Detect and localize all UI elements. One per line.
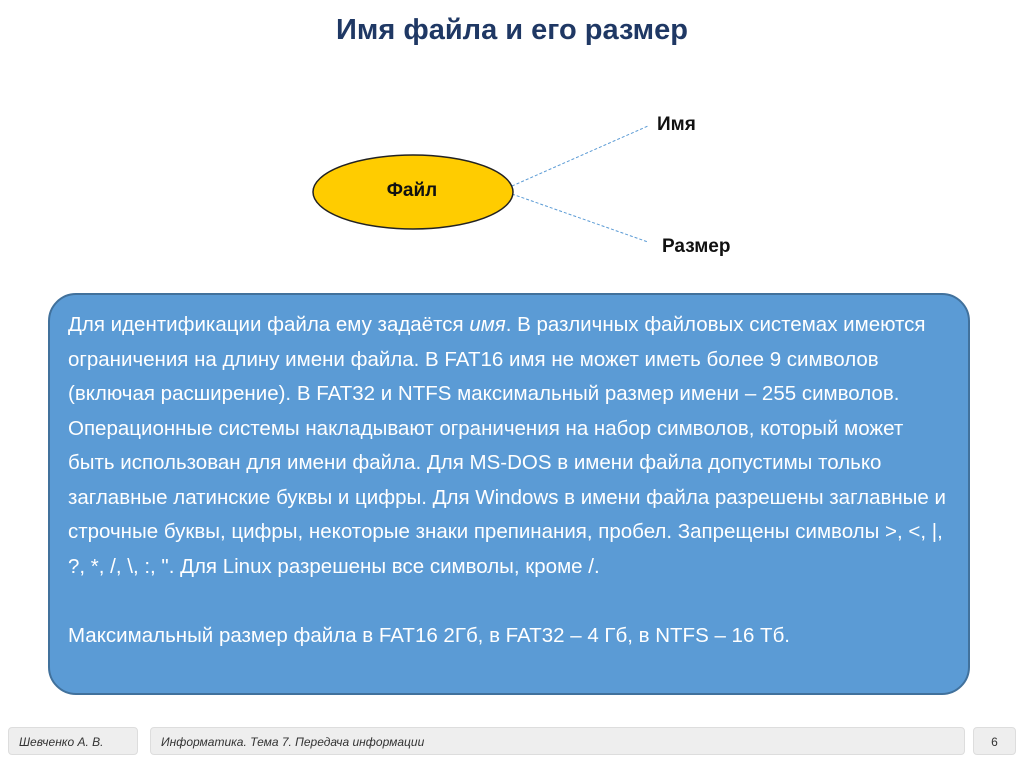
body-text: . В различных файловых системах имеются ограничения на длину имени файла. В FAT16 имя не может иметь более 9 символов (включая расширение). В FAT32 и NTFS максимальный размер имени – 255 символов. Операционные системы накладывают ограничения на набор символов, который может быть использован для имени файла. Для MS-DOS в имени файла допустимы только заглавные латинские буквы и цифры. Для Windows в имени файла разрешены заглавные и строчные буквы, цифры, некоторые знаки препинания, пробел. Запрещены символы >, <, |, ?, *, /, \, :, ". Для Linux разрешены все символы, кроме /.	[68, 313, 946, 578]
info-text-box	[48, 293, 970, 695]
footer-course: Информатика. Тема 7. Передача информации	[150, 727, 965, 755]
intro-text: Для идентификации файла ему задаётся	[68, 313, 470, 336]
name-node-label: Имя	[657, 114, 696, 135]
slide-footer	[0, 717, 1024, 765]
connector-line-size	[512, 194, 648, 242]
emphasis-name: имя	[469, 313, 506, 336]
slide-title: Имя файла и его размер	[336, 14, 688, 46]
file-node-label: Файл	[386, 180, 438, 201]
footer-author: Шевченко А. В.	[8, 727, 138, 755]
connector-line-name	[512, 126, 648, 186]
file-diagram	[0, 0, 1024, 290]
filename-paragraph	[68, 308, 950, 584]
page-number: 6	[973, 727, 1016, 755]
size-node-label: Размер	[662, 236, 731, 257]
max-size-paragraph: Максимальный размер файла в FAT16 2Гб, в FAT32 – 4 Гб, в NTFS – 16 Тб.	[68, 623, 791, 647]
